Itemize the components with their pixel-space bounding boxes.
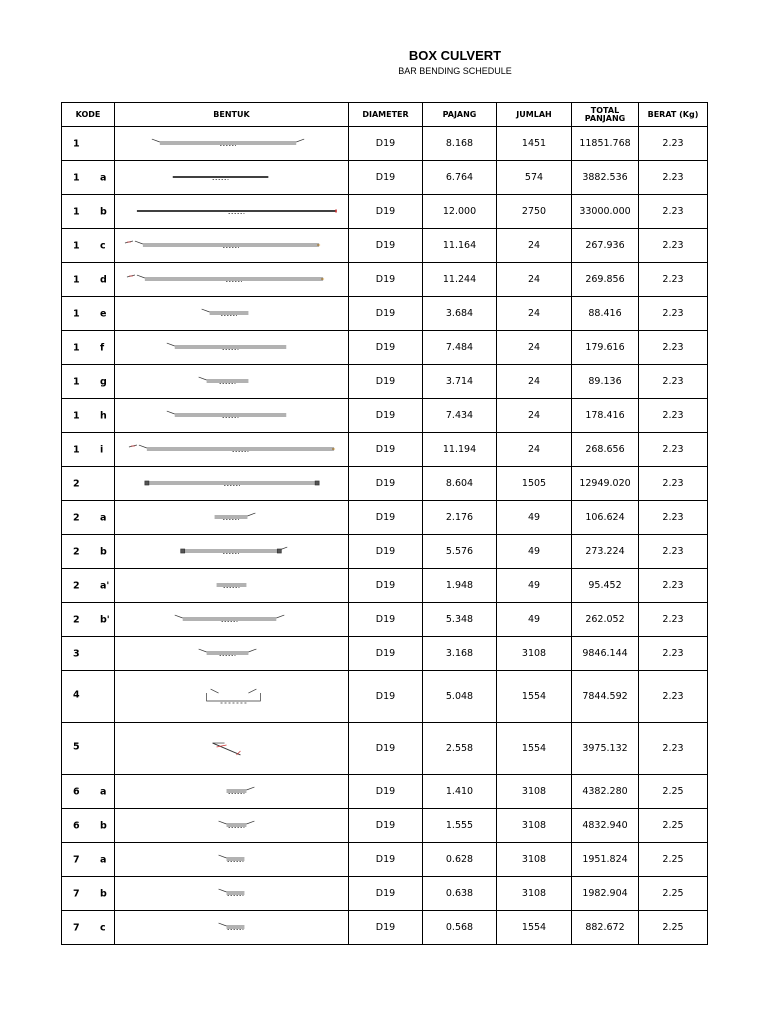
header-total-line2: PANJANG (584, 113, 626, 123)
cell-total-panjang: 33000.000 (572, 195, 639, 229)
kode-suffix: b (100, 206, 107, 217)
kode-number: 2 (73, 546, 80, 557)
cell-bentuk (115, 399, 349, 433)
cell-jumlah: 49 (497, 535, 572, 569)
cell-kode (62, 331, 115, 365)
cell-jumlah: 3108 (497, 877, 572, 911)
cell-berat: 2.25 (639, 809, 708, 843)
cell-kode (62, 911, 115, 945)
cell-pajang: 11.244 (423, 263, 497, 297)
page-subtitle: BAR BENDING SCHEDULE (398, 66, 512, 76)
cell-berat: 2.23 (639, 331, 708, 365)
kode-suffix: a (100, 854, 107, 865)
cell-berat: 2.23 (639, 535, 708, 569)
kode-number: 3 (73, 648, 80, 659)
cell-total-panjang: 89.136 (572, 365, 639, 399)
table-row (62, 297, 708, 331)
cell-jumlah: 2750 (497, 195, 572, 229)
cell-total-panjang: 1951.824 (572, 843, 639, 877)
cell-pajang: 1.948 (423, 569, 497, 603)
cell-kode (62, 127, 115, 161)
cell-total-panjang: 179.616 (572, 331, 639, 365)
cell-diameter: D19 (349, 535, 423, 569)
cell-total-panjang: 178.416 (572, 399, 639, 433)
cell-total-panjang: 9846.144 (572, 637, 639, 671)
cell-total-panjang: 3975.132 (572, 723, 639, 775)
cell-total-panjang: 4382.280 (572, 775, 639, 809)
kode-number: 1 (73, 444, 80, 455)
cell-berat: 2.23 (639, 603, 708, 637)
kode-number: 5 (73, 741, 80, 753)
cell-berat: 2.23 (639, 365, 708, 399)
kode-number: 1 (73, 206, 80, 217)
cell-pajang: 5.576 (423, 535, 497, 569)
cell-diameter: D19 (349, 809, 423, 843)
cell-pajang: 7.484 (423, 331, 497, 365)
cell-berat: 2.23 (639, 127, 708, 161)
bar-shape-icon (115, 467, 348, 500)
cell-pajang: 2.558 (423, 723, 497, 775)
kode-number: 1 (73, 172, 80, 183)
kode-number: 7 (73, 888, 80, 899)
cell-pajang: 8.168 (423, 127, 497, 161)
cell-diameter: D19 (349, 297, 423, 331)
bar-shape-icon (115, 809, 348, 842)
cell-diameter: D19 (349, 161, 423, 195)
cell-bentuk (115, 501, 349, 535)
cell-berat: 2.25 (639, 911, 708, 945)
bar-shape-icon (115, 671, 348, 722)
cell-bentuk (115, 263, 349, 297)
table-row (62, 467, 708, 501)
cell-kode (62, 365, 115, 399)
table-row (62, 399, 708, 433)
cell-pajang: 3.168 (423, 637, 497, 671)
cell-diameter: D19 (349, 195, 423, 229)
cell-berat: 2.23 (639, 467, 708, 501)
cell-kode (62, 809, 115, 843)
cell-kode (62, 723, 115, 775)
cell-jumlah: 1554 (497, 671, 572, 723)
kode-suffix: a (100, 786, 107, 797)
cell-jumlah: 3108 (497, 775, 572, 809)
table-header-row (62, 103, 708, 127)
cell-total-panjang: 3882.536 (572, 161, 639, 195)
cell-bentuk (115, 603, 349, 637)
cell-diameter: D19 (349, 127, 423, 161)
kode-number: 1 (73, 138, 80, 149)
cell-pajang: 3.684 (423, 297, 497, 331)
cell-total-panjang: 882.672 (572, 911, 639, 945)
cell-pajang: 8.604 (423, 467, 497, 501)
cell-jumlah: 1451 (497, 127, 572, 161)
kode-number: 7 (73, 854, 80, 865)
cell-diameter: D19 (349, 569, 423, 603)
header-total-line1: TOTAL (590, 105, 620, 115)
cell-pajang: 12.000 (423, 195, 497, 229)
header-diameter: DIAMETER (349, 103, 423, 127)
cell-berat: 2.23 (639, 501, 708, 535)
table-row (62, 433, 708, 467)
table-row (62, 263, 708, 297)
cell-total-panjang: 273.224 (572, 535, 639, 569)
table-row (62, 127, 708, 161)
kode-suffix: a' (100, 580, 110, 591)
kode-suffix: g (100, 376, 107, 387)
kode-suffix: c (100, 240, 106, 251)
cell-pajang: 5.348 (423, 603, 497, 637)
cell-total-panjang: 7844.592 (572, 671, 639, 723)
cell-kode (62, 297, 115, 331)
cell-diameter: D19 (349, 433, 423, 467)
cell-bentuk (115, 637, 349, 671)
cell-kode (62, 603, 115, 637)
bar-shape-icon (115, 161, 348, 194)
cell-total-panjang: 95.452 (572, 569, 639, 603)
bar-shape-icon (115, 775, 348, 808)
cell-bentuk (115, 467, 349, 501)
table-row (62, 843, 708, 877)
cell-total-panjang: 1982.904 (572, 877, 639, 911)
bar-shape-icon (115, 637, 348, 670)
cell-bentuk (115, 877, 349, 911)
kode-suffix: b (100, 888, 107, 899)
kode-number: 2 (73, 512, 80, 523)
cell-bentuk (115, 127, 349, 161)
cell-diameter: D19 (349, 263, 423, 297)
cell-kode (62, 399, 115, 433)
cell-kode (62, 877, 115, 911)
cell-diameter: D19 (349, 399, 423, 433)
cell-bentuk (115, 161, 349, 195)
cell-total-panjang: 88.416 (572, 297, 639, 331)
cell-bentuk (115, 723, 349, 775)
cell-bentuk (115, 569, 349, 603)
cell-jumlah: 574 (497, 161, 572, 195)
cell-diameter: D19 (349, 877, 423, 911)
cell-berat: 2.23 (639, 229, 708, 263)
bar-shape-icon (115, 263, 348, 296)
cell-total-panjang: 269.856 (572, 263, 639, 297)
kode-suffix: a (100, 512, 107, 523)
header-jumlah: JUMLAH (497, 103, 572, 127)
cell-jumlah: 49 (497, 569, 572, 603)
cell-jumlah: 3108 (497, 843, 572, 877)
table-row (62, 723, 708, 775)
bar-shape-icon (115, 911, 348, 944)
cell-pajang: 2.176 (423, 501, 497, 535)
cell-jumlah: 1554 (497, 723, 572, 775)
cell-bentuk (115, 671, 349, 723)
cell-kode (62, 433, 115, 467)
cell-total-panjang: 4832.940 (572, 809, 639, 843)
bar-bending-table (61, 102, 708, 945)
cell-total-panjang: 268.656 (572, 433, 639, 467)
cell-jumlah: 49 (497, 603, 572, 637)
kode-suffix: b (100, 546, 107, 557)
cell-berat: 2.23 (639, 671, 708, 723)
cell-bentuk (115, 843, 349, 877)
cell-bentuk (115, 809, 349, 843)
cell-pajang: 7.434 (423, 399, 497, 433)
cell-diameter: D19 (349, 365, 423, 399)
cell-kode (62, 263, 115, 297)
kode-number: 1 (73, 274, 80, 285)
cell-bentuk (115, 433, 349, 467)
cell-pajang: 0.638 (423, 877, 497, 911)
cell-diameter: D19 (349, 723, 423, 775)
cell-kode (62, 467, 115, 501)
cell-berat: 2.23 (639, 569, 708, 603)
cell-diameter: D19 (349, 229, 423, 263)
cell-total-panjang: 106.624 (572, 501, 639, 535)
cell-berat: 2.23 (639, 399, 708, 433)
cell-total-panjang: 12949.020 (572, 467, 639, 501)
bar-shape-icon (115, 535, 348, 568)
kode-suffix: c (100, 922, 106, 933)
cell-jumlah: 3108 (497, 809, 572, 843)
table-row (62, 569, 708, 603)
cell-total-panjang: 267.936 (572, 229, 639, 263)
bar-shape-icon (115, 501, 348, 534)
bar-shape-icon (115, 843, 348, 876)
table-row (62, 809, 708, 843)
table-row (62, 877, 708, 911)
cell-kode (62, 501, 115, 535)
cell-jumlah: 24 (497, 365, 572, 399)
kode-number: 1 (73, 308, 80, 319)
bar-shape-icon (115, 433, 348, 466)
cell-jumlah: 1505 (497, 467, 572, 501)
kode-number: 1 (73, 240, 80, 251)
kode-suffix: a (100, 172, 107, 183)
table-row (62, 229, 708, 263)
table-row (62, 501, 708, 535)
cell-kode (62, 161, 115, 195)
cell-kode (62, 569, 115, 603)
cell-berat: 2.23 (639, 297, 708, 331)
cell-total-panjang: 11851.768 (572, 127, 639, 161)
kode-suffix: d (100, 274, 107, 285)
header-pajang: PAJANG (423, 103, 497, 127)
cell-kode (62, 637, 115, 671)
kode-number: 1 (73, 376, 80, 387)
table-row (62, 365, 708, 399)
cell-kode (62, 843, 115, 877)
cell-diameter: D19 (349, 637, 423, 671)
kode-number: 2 (73, 614, 80, 625)
cell-jumlah: 24 (497, 297, 572, 331)
table-row (62, 637, 708, 671)
bar-shape-icon (115, 723, 348, 774)
kode-suffix: i (100, 444, 104, 455)
cell-diameter: D19 (349, 467, 423, 501)
table-row (62, 603, 708, 637)
cell-bentuk (115, 331, 349, 365)
cell-berat: 2.25 (639, 843, 708, 877)
cell-kode (62, 229, 115, 263)
cell-diameter: D19 (349, 501, 423, 535)
cell-bentuk (115, 775, 349, 809)
kode-suffix: f (100, 342, 105, 353)
table-row (62, 911, 708, 945)
header-kode: KODE (62, 103, 115, 127)
cell-bentuk (115, 365, 349, 399)
cell-jumlah: 49 (497, 501, 572, 535)
cell-jumlah: 3108 (497, 637, 572, 671)
cell-diameter: D19 (349, 603, 423, 637)
cell-berat: 2.23 (639, 195, 708, 229)
cell-berat: 2.23 (639, 433, 708, 467)
cell-pajang: 5.048 (423, 671, 497, 723)
cell-bentuk (115, 195, 349, 229)
cell-diameter: D19 (349, 671, 423, 723)
cell-bentuk (115, 229, 349, 263)
cell-bentuk (115, 297, 349, 331)
cell-jumlah: 24 (497, 263, 572, 297)
bar-shape-icon (115, 365, 348, 398)
kode-suffix: b' (100, 614, 110, 625)
kode-number: 1 (73, 342, 80, 353)
header-berat: BERAT (Kg) (639, 103, 708, 127)
header-total-panjang (572, 103, 639, 127)
cell-jumlah: 24 (497, 433, 572, 467)
cell-jumlah: 24 (497, 331, 572, 365)
cell-kode (62, 535, 115, 569)
cell-kode (62, 195, 115, 229)
cell-pajang: 6.764 (423, 161, 497, 195)
cell-kode (62, 775, 115, 809)
table-row (62, 671, 708, 723)
kode-number: 2 (73, 580, 80, 591)
table-row (62, 195, 708, 229)
cell-berat: 2.23 (639, 263, 708, 297)
kode-suffix: b (100, 820, 107, 831)
header-bentuk: BENTUK (115, 103, 349, 127)
bar-shape-icon (115, 229, 348, 262)
kode-number: 4 (73, 689, 80, 701)
bar-shape-icon (115, 877, 348, 910)
cell-pajang: 3.714 (423, 365, 497, 399)
cell-diameter: D19 (349, 843, 423, 877)
cell-bentuk (115, 911, 349, 945)
cell-pajang: 11.164 (423, 229, 497, 263)
table-row (62, 535, 708, 569)
bar-shape-icon (115, 399, 348, 432)
cell-jumlah: 24 (497, 399, 572, 433)
kode-number: 7 (73, 922, 80, 933)
cell-jumlah: 1554 (497, 911, 572, 945)
bar-shape-icon (115, 127, 348, 160)
cell-pajang: 0.628 (423, 843, 497, 877)
bar-shape-icon (115, 195, 348, 228)
cell-pajang: 0.568 (423, 911, 497, 945)
cell-berat: 2.23 (639, 637, 708, 671)
cell-diameter: D19 (349, 331, 423, 365)
bar-shape-icon (115, 297, 348, 330)
cell-berat: 2.23 (639, 723, 708, 775)
cell-berat: 2.25 (639, 775, 708, 809)
cell-bentuk (115, 535, 349, 569)
cell-kode (62, 671, 115, 723)
kode-number: 6 (73, 820, 80, 831)
cell-pajang: 11.194 (423, 433, 497, 467)
cell-berat: 2.23 (639, 161, 708, 195)
bar-shape-icon (115, 331, 348, 364)
page-title: BOX CULVERT (408, 48, 502, 63)
cell-pajang: 1.555 (423, 809, 497, 843)
bar-shape-icon (115, 603, 348, 636)
cell-pajang: 1.410 (423, 775, 497, 809)
cell-total-panjang: 262.052 (572, 603, 639, 637)
table-row (62, 161, 708, 195)
cell-diameter: D19 (349, 911, 423, 945)
kode-number: 2 (73, 478, 80, 489)
kode-number: 6 (73, 786, 80, 797)
table-row (62, 331, 708, 365)
cell-jumlah: 24 (497, 229, 572, 263)
cell-berat: 2.25 (639, 877, 708, 911)
kode-number: 1 (73, 410, 80, 421)
cell-diameter: D19 (349, 775, 423, 809)
bar-shape-icon (115, 569, 348, 602)
table-row (62, 775, 708, 809)
kode-suffix: e (100, 308, 107, 319)
kode-suffix: h (100, 410, 107, 421)
